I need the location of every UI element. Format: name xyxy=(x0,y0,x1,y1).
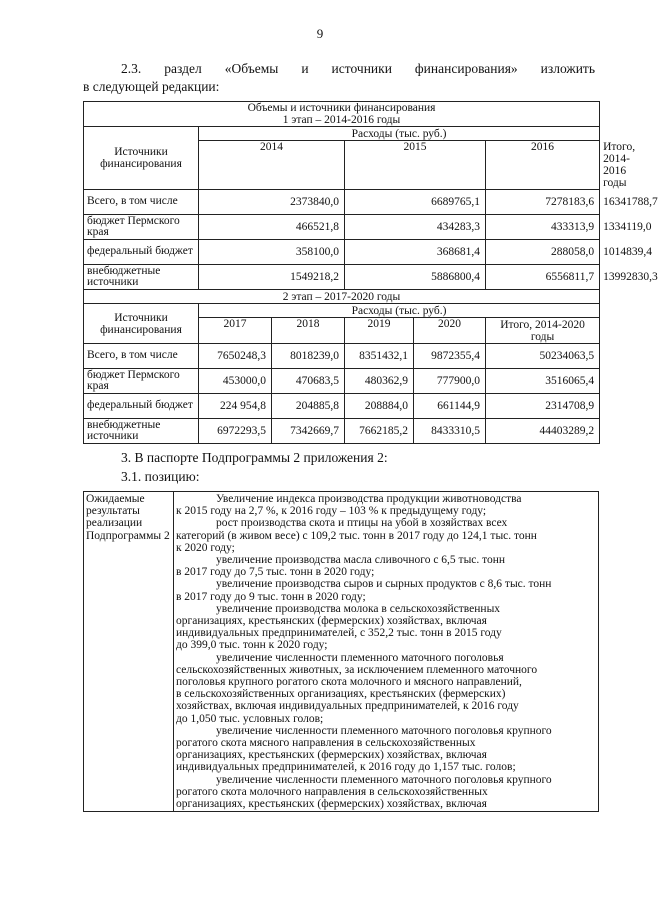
position-text-line: до 1,050 тыс. условных голов; xyxy=(176,712,324,725)
value-cell: 7278183,6 xyxy=(486,190,600,215)
position-text-line: в 2017 году до 9 тыс. тонн в 2020 году; xyxy=(176,590,366,603)
row-label: внебюджетные источники xyxy=(84,265,199,290)
value-cell: 368681,4 xyxy=(345,240,486,265)
year-cell: 2018 xyxy=(272,318,345,344)
stage2-source-header: Источники финансирования xyxy=(84,304,199,344)
position-text-line: хозяйствах, включая индивидуальных предпринимателей, к 2016 году xyxy=(176,700,519,713)
table-row: федеральный бюджет 358100,0 368681,4 288058,0 1014839,4 xyxy=(84,240,600,265)
table-row xyxy=(84,344,600,369)
table-row: внебюджетные источники 1549218,2 5886800,4 6556811,7 13992830,3 xyxy=(84,265,600,290)
position-label: Ожидаемые результаты реализации Подпрограммы 2 xyxy=(84,492,174,812)
row-label: внебюджетные источники xyxy=(84,419,199,444)
value-cell: 466521,8 xyxy=(199,215,345,240)
value-cell: 6689765,1 xyxy=(345,190,486,215)
year-cell: 2020 xyxy=(414,318,486,344)
year-cell: 2017 xyxy=(199,318,272,344)
paragraph-section-2-3-line1: 2.3. раздел «Объемы и источники финансирования» изложить xyxy=(121,61,595,76)
position-text-line: увеличение численности племенного маточного поголовья крупного xyxy=(216,773,552,786)
year-cell: 2015 xyxy=(345,141,486,190)
table-row xyxy=(84,369,600,394)
position-text-line: рогатого скота мясного направления в сельскохозяйственных xyxy=(176,737,476,750)
value-cell: 480362,9 xyxy=(345,369,414,394)
value-cell: 208884,0 xyxy=(345,394,414,419)
value-cell: 777900,0 xyxy=(414,369,486,394)
value-cell: 7662185,2 xyxy=(345,419,414,444)
position-text-line: увеличение производства молока в сельскохозяйственных xyxy=(216,602,501,615)
position-text-line: Увеличение индекса производства продукции животноводства xyxy=(216,493,522,505)
page-number: 9 xyxy=(316,26,324,41)
value-cell: 204885,8 xyxy=(272,394,345,419)
position-text-line: к 2020 году; xyxy=(176,541,235,554)
stage2-expenses-header: Расходы (тыс. руб.) xyxy=(199,304,600,318)
position-text-line: к 2015 году на 2,7 %, к 2016 году – 103 % к предыдущему году; xyxy=(176,505,487,518)
row-label: бюджет Пермского края xyxy=(84,215,199,240)
position-text-line: организациях, крестьянских (фермерских) хозяйствах, включая xyxy=(176,615,487,628)
stage1-years-row: 2014 2015 2016 Итого, 2014-2016 годы xyxy=(84,141,600,190)
total-cell: 2314708,9 xyxy=(486,394,600,419)
paragraph-section-3: 3. В паспорте Подпрограммы 2 приложения 2: xyxy=(121,450,388,465)
year-cell: 2014 xyxy=(199,141,345,190)
position-text-line: поголовья крупного рогатого скота молочного и мясного направлений, xyxy=(176,676,522,689)
table-row: Всего, в том числе 2373840,0 6689765,1 7278183,6 16341788,7 xyxy=(84,190,600,215)
stage1-title: 1 этап – 2014-2016 годы xyxy=(282,114,401,126)
paragraph-section-3-1: 3.1. позицию: xyxy=(121,469,200,484)
position-text-line: рост производства скота и птицы на убой в хозяйствах всех xyxy=(216,517,508,530)
stage1-source-header: Источники финансирования xyxy=(84,127,199,190)
value-cell: 661144,9 xyxy=(414,394,486,419)
position-text-line: в сельскохозяйственных организациях, крестьянских (фермерских) xyxy=(176,688,506,701)
stage1-header-row xyxy=(84,127,600,141)
value-cell: 288058,0 xyxy=(486,240,600,265)
value-cell: 8351432,1 xyxy=(345,344,414,369)
stage2-title: 2 этап – 2017-2020 годы xyxy=(84,290,600,304)
year-cell: 2019 xyxy=(345,318,414,344)
table-row xyxy=(84,394,600,419)
position-text-line: увеличение численности племенного маточного поголовья крупного xyxy=(216,724,552,737)
position-text-line: до 399,0 тыс. тонн к 2020 году; xyxy=(176,639,328,652)
position-text-line: организациях, крестьянских (фермерских) хозяйствах, включая xyxy=(176,798,487,811)
table-row: бюджет Пермского края 466521,8 434283,3 433313,9 1334119,0 xyxy=(84,215,600,240)
value-cell: 7650248,3 xyxy=(199,344,272,369)
value-cell: 9872355,4 xyxy=(414,344,486,369)
position-text-line: индивидуальных предпринимателей, с 352,2 тыс. тонн в 2015 году xyxy=(176,627,502,640)
table-title: Объемы и источники финансирования 1 этап – 2014-2016 годы xyxy=(84,102,600,127)
value-cell: 6972293,5 xyxy=(199,419,272,444)
value-cell: 8433310,5 xyxy=(414,419,486,444)
total-cell: 44403289,2 xyxy=(486,419,600,444)
year-cell: 2016 xyxy=(486,141,600,190)
row-label: Всего, в том числе xyxy=(84,344,199,369)
stage1-expenses-header: Расходы (тыс. руб.) xyxy=(199,127,600,141)
row-label: федеральный бюджет xyxy=(84,240,199,265)
position-content xyxy=(174,492,599,812)
stage2-header-row xyxy=(84,304,600,318)
table-title-row xyxy=(84,102,600,127)
total-cell: 50234063,5 xyxy=(486,344,600,369)
position-text-line: рогатого скота молочного направления в сельскохозяйственных xyxy=(176,785,488,798)
row-label: федеральный бюджет xyxy=(84,394,199,419)
value-cell: 453000,0 xyxy=(199,369,272,394)
position-text-line: индивидуальных предпринимателей, к 2016 году до 1,157 тыс. голов; xyxy=(176,761,516,774)
row-label: Всего, в том числе xyxy=(84,190,199,215)
paragraph-section-2-3-line2: в следующей редакции: xyxy=(83,79,220,94)
position-text-line: организациях, крестьянских (фермерских) хозяйствах, включая xyxy=(176,749,487,762)
value-cell: 224 954,8 xyxy=(199,394,272,419)
value-cell: 5886800,4 xyxy=(345,265,486,290)
position-text-line: сельскохозяйственных животных, за исключением племенного маточного xyxy=(176,663,538,676)
value-cell: 7342669,7 xyxy=(272,419,345,444)
position-table xyxy=(83,491,599,812)
value-cell: 8018239,0 xyxy=(272,344,345,369)
stage2-title-row xyxy=(84,290,600,304)
position-text-line: увеличение численности племенного маточного поголовья xyxy=(216,651,504,664)
value-cell: 434283,3 xyxy=(345,215,486,240)
position-text-line: увеличение производства масла сливочного с 6,5 тыс. тонн xyxy=(216,554,506,567)
position-text-line: категорий (в живом весе) с 109,2 тыс. тонн в 2017 году до 124,1 тыс. тонн xyxy=(176,529,537,542)
table-row xyxy=(84,419,600,444)
value-cell: 358100,0 xyxy=(199,240,345,265)
total-cell: 3516065,4 xyxy=(486,369,600,394)
value-cell: 470683,5 xyxy=(272,369,345,394)
stage2-total-header: Итого, 2014-2020 годы xyxy=(486,318,600,344)
position-row xyxy=(84,492,599,812)
position-text-line: в 2017 году до 7,5 тыс. тонн в 2020 году; xyxy=(176,566,375,579)
value-cell: 2373840,0 xyxy=(199,190,345,215)
row-label: бюджет Пермского края xyxy=(84,369,199,394)
value-cell: 6556811,7 xyxy=(486,265,600,290)
position-text-line: увеличение производства сыров и сырных продуктов с 8,6 тыс. тонн xyxy=(216,578,552,591)
financing-table xyxy=(83,101,658,444)
value-cell: 1549218,2 xyxy=(199,265,345,290)
value-cell: 433313,9 xyxy=(486,215,600,240)
